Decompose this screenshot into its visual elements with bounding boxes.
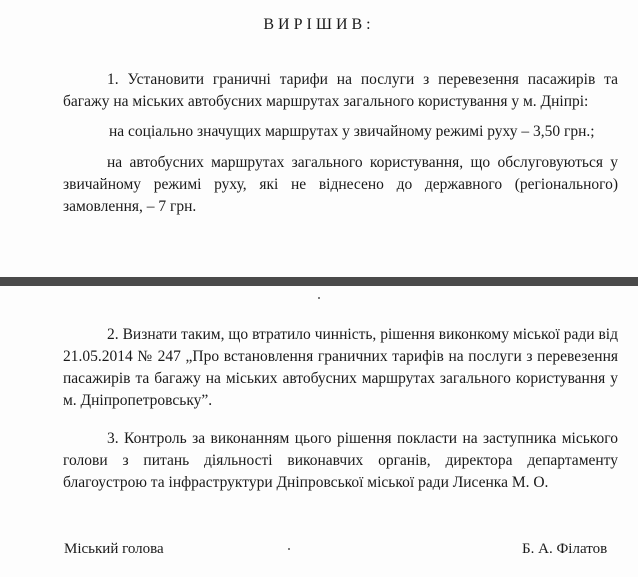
page-divider	[0, 277, 638, 286]
scan-speck	[288, 548, 290, 550]
scan-speck	[318, 297, 320, 299]
signature-title: Міський голова	[64, 541, 164, 557]
item-3-paragraph: 3. Контроль за виконанням цього рішення покласти на заступника міського голови з питань діяльності виконавчих органів, директора департаменту благоустрою та інфраструктури Дніпровської міської ради Лисенка М. О.	[63, 430, 618, 491]
signature-name: Б. А. Філатов	[522, 541, 608, 557]
item-1-tariff-social: на соціально значущих маршрутах у звичайному режимі руху – 3,50 грн.;	[109, 123, 595, 140]
decision-heading: ВИРІШИВ:	[263, 16, 375, 33]
item-1-tariff-general: на автобусних маршрутах загального користування, що обслуговуються у звичайному режимі руху, які не віднесено до державного (регіонального) замовлення, – 7 грн.	[63, 154, 618, 215]
item-2-paragraph: 2. Визнати таким, що втратило чинність, рішення виконкому міської ради від 21.05.2014 № 247 „Про встановлення граничних тарифів на послуги з перевезення пасажирів та багажу на міських автобусних маршрутах загального користування у м. Дніпропетровську”.	[63, 326, 618, 409]
item-1-paragraph: 1. Установити граничні тарифи на послуги з перевезення пасажирів та багажу на міських автобусних маршрутах загального користування у м. Дніпрі:	[63, 71, 618, 110]
